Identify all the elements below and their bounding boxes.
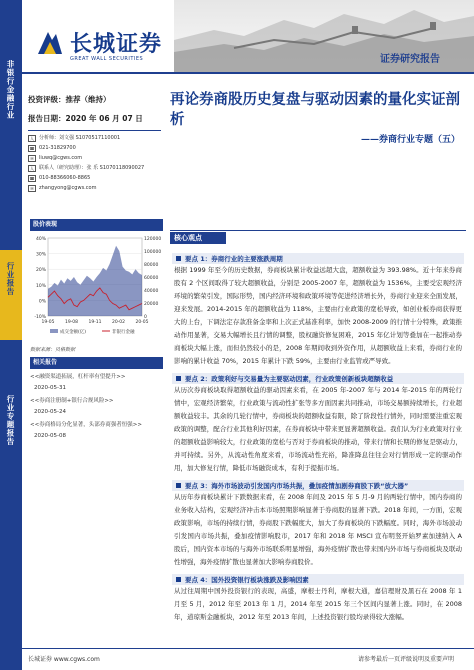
brand-name-en: GREAT WALL SECURITIES xyxy=(70,56,144,62)
person-icon: 人 xyxy=(30,135,34,141)
related-reports xyxy=(30,372,162,444)
related-report-date: 2020-05-08 xyxy=(34,433,66,439)
left-axis-tick-label: 40% xyxy=(35,237,46,242)
report-type: 证券研究报告 xyxy=(380,54,440,65)
chart-source: 数据来源：贝格数据 xyxy=(30,347,76,353)
info-column xyxy=(28,80,161,193)
analyst-row xyxy=(28,143,161,153)
analyst-row xyxy=(28,153,161,163)
analyst-row-text: 010-88366060-8865 xyxy=(39,175,91,181)
stock-performance-title: 股价表现 xyxy=(30,219,163,231)
mail-icon: ✉ xyxy=(28,155,36,162)
brand-name: 长城证券 xyxy=(70,30,163,57)
related-report-title[interactable]: <<券商注册制+银行合规风险>> xyxy=(30,398,114,404)
key-point-label: 要点 1：券商行业的主要涨跌周期 xyxy=(185,255,283,263)
footer-divider xyxy=(22,648,474,649)
x-axis-tick-label: 20-05 xyxy=(135,320,149,325)
key-point-body: 从过往周期中国外投资银行的表现，高盛，摩根士丹利，摩根大通，嘉信理财及黑石在 2008 年 1 月至 5 月，2012 年至 2013 年 1 月，2014 年至 2015 年三个区间内显著上涨。同时，在 2008 年，道琼斯金融板块，2012 年至 2013 年间，上述投资银行股均录得较大涨幅。 xyxy=(174,587,462,621)
analyst-row xyxy=(28,183,161,193)
left-axis-tick-label: -10% xyxy=(34,315,46,320)
left-axis-tick-label: 0% xyxy=(38,299,46,305)
logo-icon xyxy=(34,26,66,58)
analyst-row-text: zhangyong@cgws.com xyxy=(39,185,97,191)
bullet-square-icon xyxy=(176,256,181,261)
key-point-label: 要点 2：政策利好与交易量为主要驱动因素，行业政策创新板块超额收益 xyxy=(185,375,394,383)
x-axis-tick-label: 19-11 xyxy=(88,320,102,325)
stock-performance-chart xyxy=(30,232,163,342)
mail-icon: ✉ xyxy=(28,185,36,192)
footer-disclaimer: 请参考最后一页评级说明及重要声明 xyxy=(357,656,454,663)
analyst-row xyxy=(28,173,161,183)
left-axis-tick-label: 30% xyxy=(35,252,46,258)
right-axis-tick-label: 40000 xyxy=(144,289,159,294)
core-divider xyxy=(170,230,466,231)
phone-icon: ☎ xyxy=(29,175,35,181)
related-report-item[interactable] xyxy=(30,372,162,394)
key-point-label: 要点 3：海外市场波动引发国内市场共振，叠加疫情加剧券商股下跌“放大器” xyxy=(185,482,409,490)
report-title: 再论券商股历史复盘与驱动因素的量化实证剖析 xyxy=(170,91,460,128)
related-report-title[interactable]: <<融资渠道拓展，杠杆率有望提升>> xyxy=(30,374,126,380)
right-axis-tick-label: 100000 xyxy=(144,250,162,255)
analyst-row xyxy=(28,163,161,173)
x-axis-tick-label: 19-05 xyxy=(41,320,55,325)
analyst-row xyxy=(28,133,161,143)
analyst-row-text: 分析师：刘文强 S1070517110001 xyxy=(39,135,121,141)
right-axis-tick-label: 80000 xyxy=(144,263,159,268)
related-report-date: 2020-05-24 xyxy=(34,409,66,415)
side-strip xyxy=(0,0,22,670)
phone-icon: ☎ xyxy=(29,145,35,151)
person-icon: 人 xyxy=(30,165,34,171)
key-point-body: 从历次券商板块取得超额收益的驱动因素来看，在 2005 年-2007 年与 2014 年-2015 年的两轮行情中，宏观经济繁荣，行业政策与流动性扩张等多方面因素共同推动，市场交易额持续增长，行业超额收益较丰。其余的几轮行情中，券商板块的超额收益有限，除了阶段性行情外，同时需要注重宏观政策的调整，配合行业其他利好因素，在券商板块中带来更显著超额收益。我们认为行业政策对行业的超额收益影响较大，行业政策的宽松与否对于券商板块的推动，带来行情和长期的修复是驱动力，并可持续。另外，从流动性角度来看，市场流动性充裕，降准降息往往会对行情形成一定的驱动作用，加大修复行情，降低市场融资成本，有利于提振市场。 xyxy=(174,386,462,472)
header xyxy=(22,0,474,72)
report-subtitle: ——券商行业专题（五） xyxy=(360,135,460,145)
left-axis-tick-label: 10% xyxy=(35,283,46,289)
investment-rating: 投资评级：推荐（维持） xyxy=(28,95,111,104)
core-views-label: 核心观点 xyxy=(170,232,226,244)
right-axis-tick-label: 120000 xyxy=(144,237,162,242)
related-report-item[interactable] xyxy=(30,420,162,442)
right-axis-tick-label: 20000 xyxy=(144,302,159,307)
key-points xyxy=(172,248,464,624)
key-point-heading xyxy=(172,373,464,384)
bullet-square-icon xyxy=(176,376,181,381)
analyst-info xyxy=(28,130,161,193)
analyst-row-text: 联系人（研究助理）：张 乐 S1070118090027 xyxy=(39,165,145,171)
key-point-heading xyxy=(172,480,464,491)
left-axis-tick-label: 20% xyxy=(35,268,46,274)
report-date: 报告日期：2020 年 06 月 07 日 xyxy=(28,114,143,123)
analyst-row-text: liuwq@cgws.com xyxy=(39,155,83,161)
bullet-square-icon xyxy=(176,483,181,488)
x-axis-tick-label: 19-08 xyxy=(64,320,79,325)
side-label-industry: 非银行金融行业 xyxy=(6,60,15,120)
x-axis-tick-label: 20-02 xyxy=(111,320,126,325)
legend-label-volume: 成交金额(亿) xyxy=(60,330,87,335)
bullet-square-icon xyxy=(176,577,181,582)
related-reports-title: 相关报告 xyxy=(30,357,163,369)
side-label-topic: 行业专题报告 xyxy=(6,395,15,446)
related-report-item[interactable] xyxy=(30,396,162,418)
right-axis-tick-label: 60000 xyxy=(144,276,159,281)
header-divider xyxy=(22,72,474,74)
key-point-heading xyxy=(172,253,464,264)
key-point-body: 从历年券商板块累计下跌数据来看，在 2008 年间及 2015 年 5 月-9 月的两轮行情中，国内券商的业务收入结构，宏观经济冲击本市场照期影响显著于券商股的显著下跌。2018 年间，一方面，宏观政策影响，市场的持续行情，券商股下跌幅度大，加大了券商板块的下跌幅度。同时，海外市场波动引发国内市场共振，叠加疫情影响股市，2017 年和 2018 年 MSCI 宣布明竖开始罗素加速纳入 A 股后，国内资本市场的与海外市场联系明显增强，海外疫情扩散也带来国内外市场与券商板块及联动性增强，海外疫情扩散也显著加大影响券商股价。 xyxy=(174,493,462,566)
legend-swatch-volume xyxy=(50,329,58,333)
related-report-date: 2020-05-31 xyxy=(34,385,66,391)
brand-logo xyxy=(34,26,163,62)
right-axis-tick-label: 0 xyxy=(144,315,147,320)
analyst-row-text: 021-31829700 xyxy=(39,145,76,151)
related-report-title[interactable]: <<券商格局分化显著，头部券商强者恒强>> xyxy=(30,422,142,428)
key-point-heading xyxy=(172,574,464,585)
main-column xyxy=(170,80,460,145)
key-point-label: 要点 4：国外投资银行板块涨跌及影响因素 xyxy=(185,576,309,584)
side-label-report: 行业报告 xyxy=(6,262,15,296)
footer-website: 长城证券 www.cgws.com xyxy=(28,656,100,663)
legend-label-line: 非银行金融 xyxy=(112,330,135,335)
key-point-body: 根据 1999 年至今的历史数据，券商板块累计收益远超大盘，超额收益为 393.98%。近十年来券商股有 2 个区间取得了较大超额收益，分别是 2005-2007 年，超额收益为 1536%，主要受宏观经济环境的繁荣引发，国际形势，国内经济环境和政策环境等促进经济增长外，券商行业迎来全面发展，迎来发展。2014-2015 年的超额收益为 118%，主要由行业政策的宽松导致，如创业板券商获得更大的上台，下调法定存款准备金率和上次正式基准利率，加快 2008-2009 的行情十分特殊，政策推动作用显著，交易大幅增长且行情的调整，股权融资修复困难，2015 年亿计划等叠加在一起推动券商板块大幅上涨，而但仍然较小的是，2008 年期间收到外资作用，从超额收益上来看，券商行业的影响的累计收益 70%，2015 年累计下跌 59%，主要由行业监管或严导致。 xyxy=(174,266,462,365)
